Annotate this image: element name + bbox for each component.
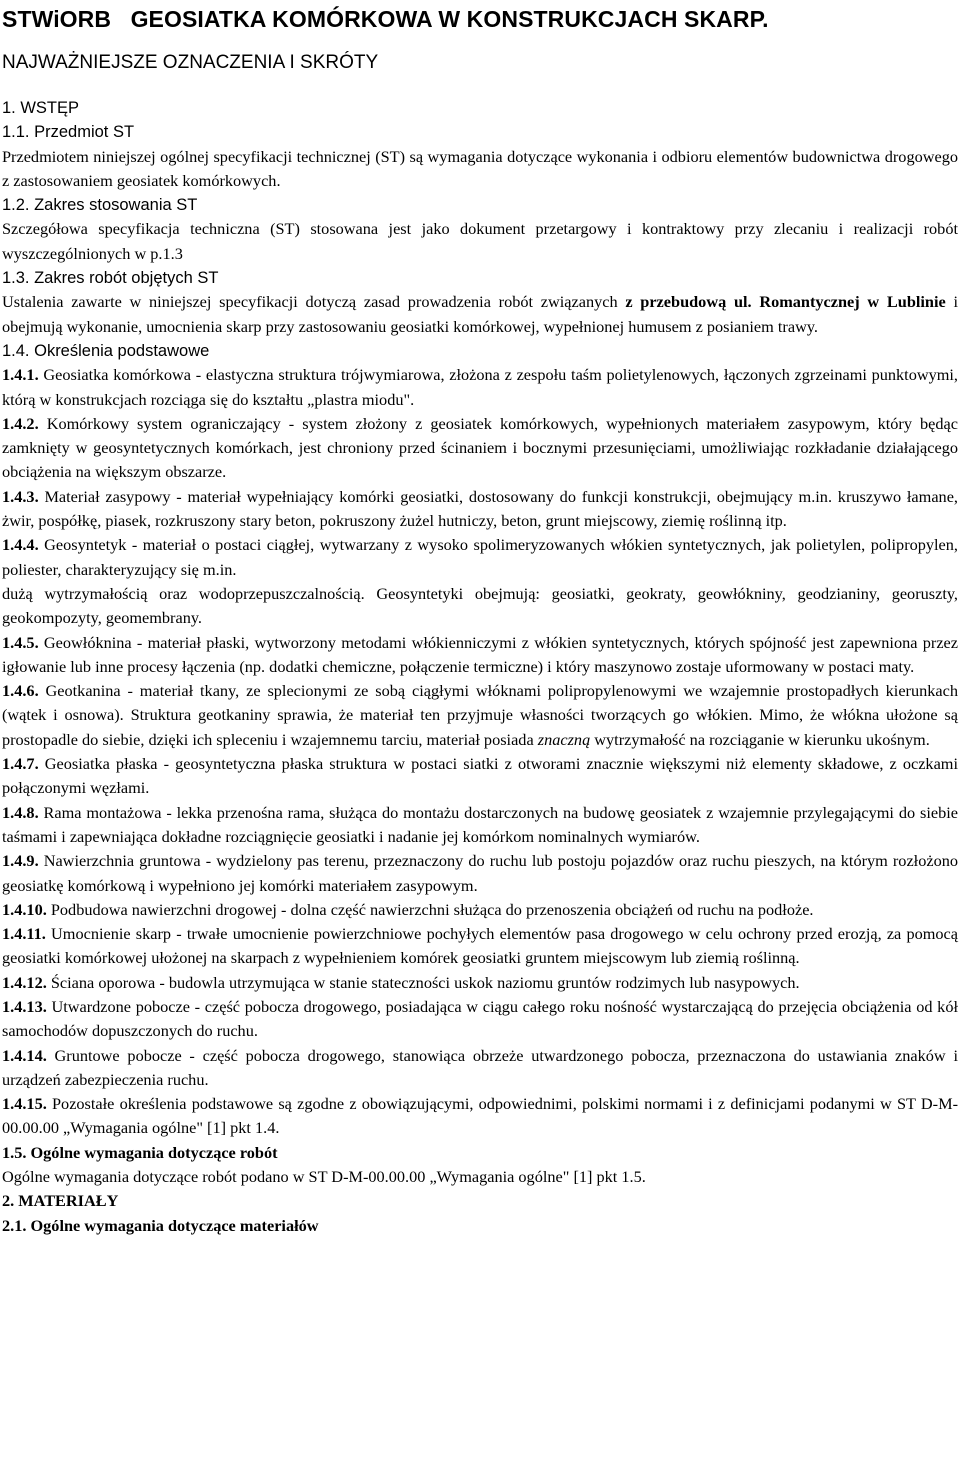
definition-number: 1.4.6. <box>2 681 39 701</box>
definition-text: Gruntowe pobocze - część pobocza drogowego, stanowiąca obrzeże utwardzonego pobocza, przeznaczona do ustawiania znaków i urządzeń zabezpieczenia ruchu. <box>2 1045 958 1089</box>
definition-1-4-5 <box>2 631 958 680</box>
definition-text: Geosiatka płaska - geosyntetyczna płaska struktura w postaci siatki z otworami znacznie większymi niż elementy składowe, z oczkami połączonymi węzłami. <box>2 754 958 798</box>
definition-1-4-4-continued: dużą wytrzymałością oraz wodoprzepuszczalnością. Geosyntetyki obejmują: geosiatki, geokraty, geowłókniny, geodzianiny, georuszty, geokompozyty, geomembrany. <box>2 583 958 628</box>
section-1-3-text-a: Ustalenia zawarte w niniejszej specyfikacji dotyczą zasad prowadzenia robót związanych <box>2 292 626 312</box>
definition-number: 1.4.4. <box>2 535 39 555</box>
definition-1-4-10 <box>2 898 958 922</box>
section-1-4-heading: 1.4. Określenia podstawowe <box>2 341 210 360</box>
section-1-1-text: Przedmiotem niniejszej ogólnej specyfikacji technicznej (ST) są wymagania dotyczące wykonania i odbioru elementów budownictwa drogowego z zastosowaniem geosiatek komórkowych. <box>2 146 958 190</box>
definition-text: Podbudowa nawierzchni drogowej - dolna część nawierzchni służąca do przenoszenia obciążeń od ruchu na podłoże. <box>46 899 814 919</box>
definition-1-4-4 <box>2 533 958 582</box>
section-1-2-text: Szczegółowa specyfikacja techniczna (ST) stosowana jest jako dokument przetargowy i kontraktowy przy zlecaniu i realizacji robót wyszczególnionych w p.1.3 <box>2 219 958 263</box>
section-1-2-heading: 1.2. Zakres stosowania ST <box>2 196 198 215</box>
definition-text: Utwardzone pobocze - część pobocza drogowego, posiadająca w ciągu całego roku nośność wystarczającą do przejęcia obciążenia od kół samochodów dopuszczonych do ruchu. <box>2 996 958 1041</box>
section-1-3-text-bold: z przebudową ul. Romantycznej w Lublinie <box>625 292 946 312</box>
definition-number: 1.4.14. <box>2 1045 47 1065</box>
definition-1-4-7 <box>2 752 958 801</box>
definition-text: Nawierzchnia gruntowa - wydzielony pas terenu, przeznaczony do ruchu lub postoju pojazdów oraz ruchu pieszych, na którym rozłożono geosiatkę komórkową i wypełniono jej komórki materiałem zasypowym. <box>2 851 958 895</box>
definition-1-4-3 <box>2 485 958 534</box>
abbreviations-heading: NAJWAŻNIEJSZE OZNACZENIA I SKRÓTY <box>2 52 379 73</box>
definition-number: 1.4.11. <box>2 924 46 944</box>
definition-1-4-2 <box>2 412 958 485</box>
section-1-3-text-c: i obejmują wykonanie, umocnienia skarp przy zastosowaniu geosiatki komórkowej, wypełnionej humusem z posianiem trawy. <box>2 292 958 336</box>
definition-1-4-13 <box>2 995 958 1044</box>
section-1-5-heading: 1.5. Ogólne wymagania dotyczące robót <box>2 1142 278 1162</box>
definition-1-4-14 <box>2 1044 958 1093</box>
definition-text-b: wytrzymałość na rozciąganie w kierunku ukośnym. <box>590 729 930 749</box>
definition-emphasis: znaczną <box>537 729 591 749</box>
definition-number: 1.4.13. <box>2 996 47 1016</box>
definition-number: 1.4.2. <box>2 413 39 433</box>
definition-number: 1.4.12. <box>2 972 47 992</box>
definition-text: Komórkowy system ograniczający - system złożony z geosiatek komórkowych, wypełnionych materiałem zasypowym, który będąc zamknięty w geosyntetycznych komórkach, jest chroniony przed ścinaniem i bocznymi przesunięciami, umożliwiając rozkładanie działającego obciążenia na większym obszarze. <box>2 413 958 482</box>
definition-number: 1.4.3. <box>2 486 39 506</box>
document-title: STWiORB GEOSIATKA KOMÓRKOWA W KONSTRUKCJACH SKARP. <box>2 6 769 32</box>
definition-text: Geosyntetyk - materiał o postaci ciągłej, wytwarzany z wysoko spolimeryzowanych włókien syntetycznych, jak polietylen, polipropylen, poliester, charakteryzujący się m.in. <box>2 535 958 579</box>
definition-number: 1.4.15. <box>2 1094 47 1114</box>
definition-text: Umocnienie skarp - trwałe umocnienie powierzchniowe pochyłych elementów pasa drogowego w celu ochrony przed erozją, za pomocą geosiatki komórkowej ułożonej na skarpach z wypełnieniem komórek geosiatki gruntem miejscowym lub ziemią roślinną. <box>2 924 958 968</box>
definition-number: 1.4.9. <box>2 851 39 871</box>
definition-text: Ściana oporowa - budowla utrzymująca w stanie stateczności uskok naziomu gruntów rodzimych lub nasypowych. <box>46 972 800 992</box>
section-1-3-heading: 1.3. Zakres robót objętych ST <box>2 269 219 288</box>
definition-number: 1.4.5. <box>2 632 39 652</box>
definition-text: Geosiatka komórkowa - elastyczna struktura trójwymiarowa, złożona z zespołu taśm polietylenowych, łączonych zgrzeinami punktowymi, którą w konstrukcjach rozciąga się do kształtu „plastra miodu". <box>2 365 958 409</box>
definition-1-4-15 <box>2 1092 958 1141</box>
definition-1-4-6 <box>2 679 958 752</box>
definition-text: Geowłóknina - materiał płaski, wytworzony metodami włókienniczymi z włókien syntetycznych, których spójność jest zapewniona przez igłowanie lub inne procesy łączenia (np. dodatki chemiczne, połączenie termiczne) i który maszynowo zostaje uformowany w postaci maty. <box>2 632 958 676</box>
section-1-heading: 1. WSTĘP <box>2 99 80 117</box>
section-1-3-text <box>2 290 958 339</box>
definition-text: Rama montażowa - lekka przenośna rama, służąca do montażu dostarczonych na budowę geosiatek z wzajemnie przylegającymi do siebie taśmami i zapewniająca dokładne rozciągnięcie geosiatki i nadanie jej komórkom nominalnych wymiarów. <box>2 802 958 846</box>
section-1-5-text: Ogólne wymagania dotyczące robót podano w ST D-M-00.00.00 „Wymagania ogólne" [1] pkt 1.5. <box>2 1167 646 1187</box>
definition-1-4-8 <box>2 801 958 850</box>
section-2-heading: 2. MATERIAŁY <box>2 1191 119 1211</box>
definition-number: 1.4.8. <box>2 802 39 822</box>
definition-text-a: Geotkanina - materiał tkany, ze splecionymi ze sobą ciągłymi włóknami polipropylenowymi we wzajemnie prostopadłych kierunkach (wątek i osnowa). Struktura geotkaniny sprawia, że materiał ten przyjmuje własności tworzących go włókien. Mimo, że włókna ułożone są prostopadle do siebie, dzięki ich spleceniu i wzajemnemu tarciu, materiał posiada <box>2 681 958 749</box>
definition-number: 1.4.10. <box>2 899 47 919</box>
definition-1-4-11 <box>2 922 958 971</box>
definition-text: Materiał zasypowy - materiał wypełniający komórki geosiatki, dostosowany do funkcji konstrukcji, obejmujący m.in. kruszywo łamane, żwir, pospółkę, piasek, rozkruszony stary beton, pokruszony żużel hutniczy, beton, grunt miejscowy, ziemię roślinną itp. <box>2 486 958 531</box>
definition-text: Pozostałe określenia podstawowe są zgodne z obowiązującymi, odpowiednimi, polskimi normami i z definicjami podanymi w ST D-M-00.00.00 „Wymagania ogólne" [1] pkt 1.4. <box>2 1094 958 1138</box>
section-1-1-heading: 1.1. Przedmiot ST <box>2 123 135 142</box>
definition-number: 1.4.1. <box>2 365 39 385</box>
section-2-1-heading: 2.1. Ogólne wymagania dotyczące materiałów <box>2 1215 319 1235</box>
definition-1-4-9 <box>2 849 958 898</box>
definition-number: 1.4.7. <box>2 754 39 774</box>
definition-1-4-1 <box>2 363 958 412</box>
definition-1-4-12 <box>2 971 958 995</box>
